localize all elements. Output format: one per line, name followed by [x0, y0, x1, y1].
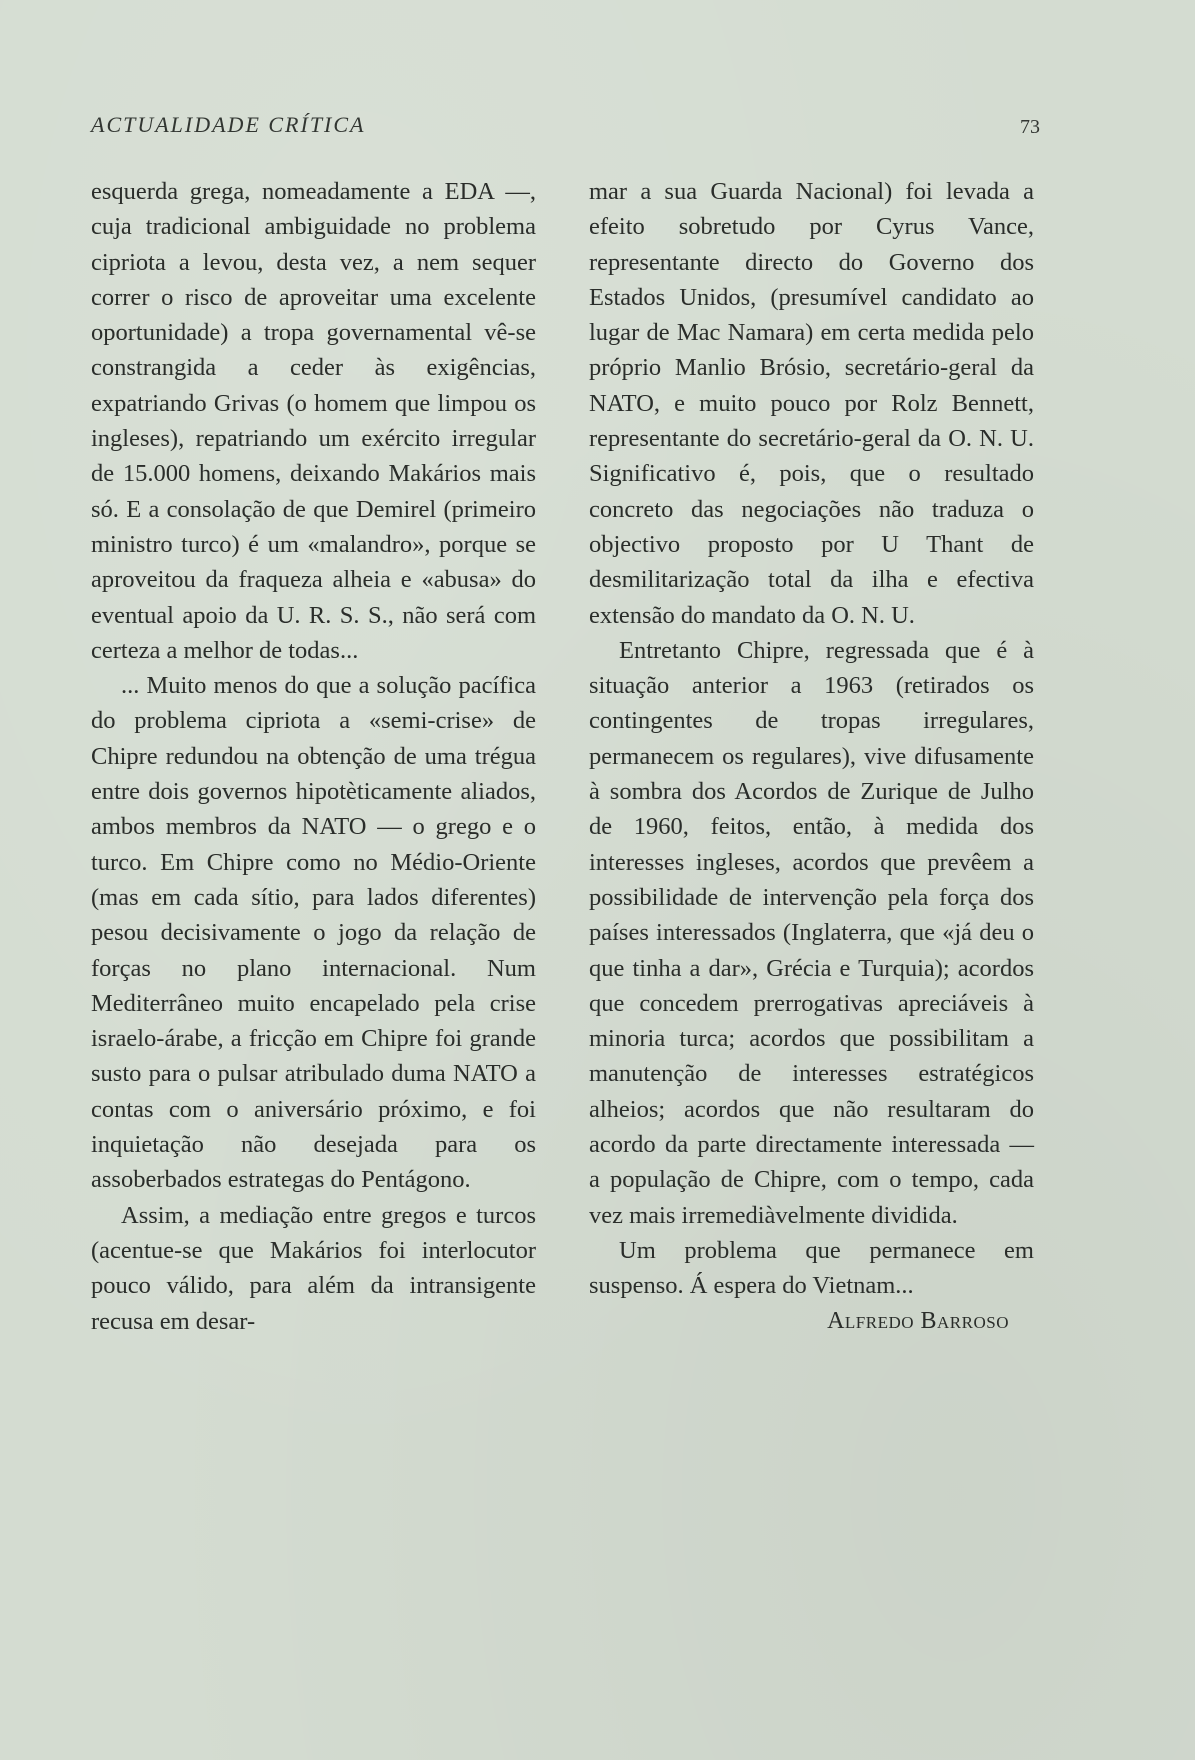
left-paragraph-2: ... Muito menos do que a solução pacífica do problema cipriota a «semi-crise» de Chipre redundou na obtenção de uma trégua entre dois governos hipotèticamente aliados, ambos membros da NATO — o grego e o turco. Em Chipre como no Médio-Oriente (mas em cada sítio, para lados diferentes) pesou decisivamente o jogo da relação de forças no plano internacional. Num Mediterrâneo muito encapelado pela crise israelo-árabe, a fricção em Chipre foi grande susto para o pulsar atribulado duma NATO a contas com o aniversário próximo, e foi inquietação não desejada para os assoberbados estrategas do Pentágono. [91, 672, 536, 1194]
left-column [91, 174, 536, 1339]
running-header [91, 112, 1040, 142]
right-paragraph-3: Um problema que permanece em suspenso. Á espera do Vietnam... [589, 1236, 1034, 1300]
left-paragraph-3: Assim, a mediação entre gregos e turcos (acentue-se que Makários foi interlocutor pouco válido, para além da intransigente recusa em desar- [91, 1201, 536, 1335]
author-signature: Alfredo Barroso [827, 1307, 1009, 1334]
right-paragraph-1: mar a sua Guarda Nacional) foi levada a efeito sobretudo por Cyrus Vance, representante directo do Governo dos Estados Unidos, (presumível candidato ao lugar de Mac Namara) em certa medida pelo próprio Manlio Brósio, secretário-geral da NATO, e muito pouco por Rolz Bennett, representante do secretário-geral da O. N. U. Significativo é, pois, que o resultado concreto das negociações não traduza o objectivo proposto por U Thant de desmilitarização total da ilha e efectiva extensão do mandato da O. N. U. [589, 178, 1034, 629]
running-title: ACTUALIDADE CRÍTICA [91, 112, 366, 137]
page-number: 73 [1020, 116, 1040, 138]
left-paragraph-1: esquerda grega, nomeadamente a EDA —, cuja tradicional ambiguidade no problema cipriota a levou, desta vez, a nem sequer correr o risco de aproveitar uma excelente oportunidade) a tropa governamental vê-se constrangida a ceder às exigências, expatriando Grivas (o homem que limpou os ingleses), repatriando um exército irregular de 15.000 homens, deixando Makários mais só. E a consolação de que Demirel (primeiro ministro turco) é um «malandro», porque se aproveitou da fraqueza alheia e «abusa» do eventual apoio da U. R. S. S., não será com certeza a melhor de todas... [91, 178, 536, 664]
right-column [589, 174, 1034, 1339]
right-paragraph-2: Entretanto Chipre, regressada que é à situação anterior a 1963 (retirados os contingentes de tropas irregulares, permanecem os regulares), vive difusamente à sombra dos Acordos de Zurique de Julho de 1960, feitos, então, à medida dos interesses ingleses, acordos que prevêem a possibilidade de intervenção pela força dos países interessados (Inglaterra, que «já deu o que tinha a dar», Grécia e Turquia); acordos que concedem prerrogativas apreciáveis à minoria turca; acordos que possibilitam a manutenção de interesses estratégicos alheios; acordos que não resultaram do acordo da parte directamente interessada — a população de Chipre, com o tempo, cada vez mais irremediàvelmente dividida. [589, 636, 1034, 1229]
